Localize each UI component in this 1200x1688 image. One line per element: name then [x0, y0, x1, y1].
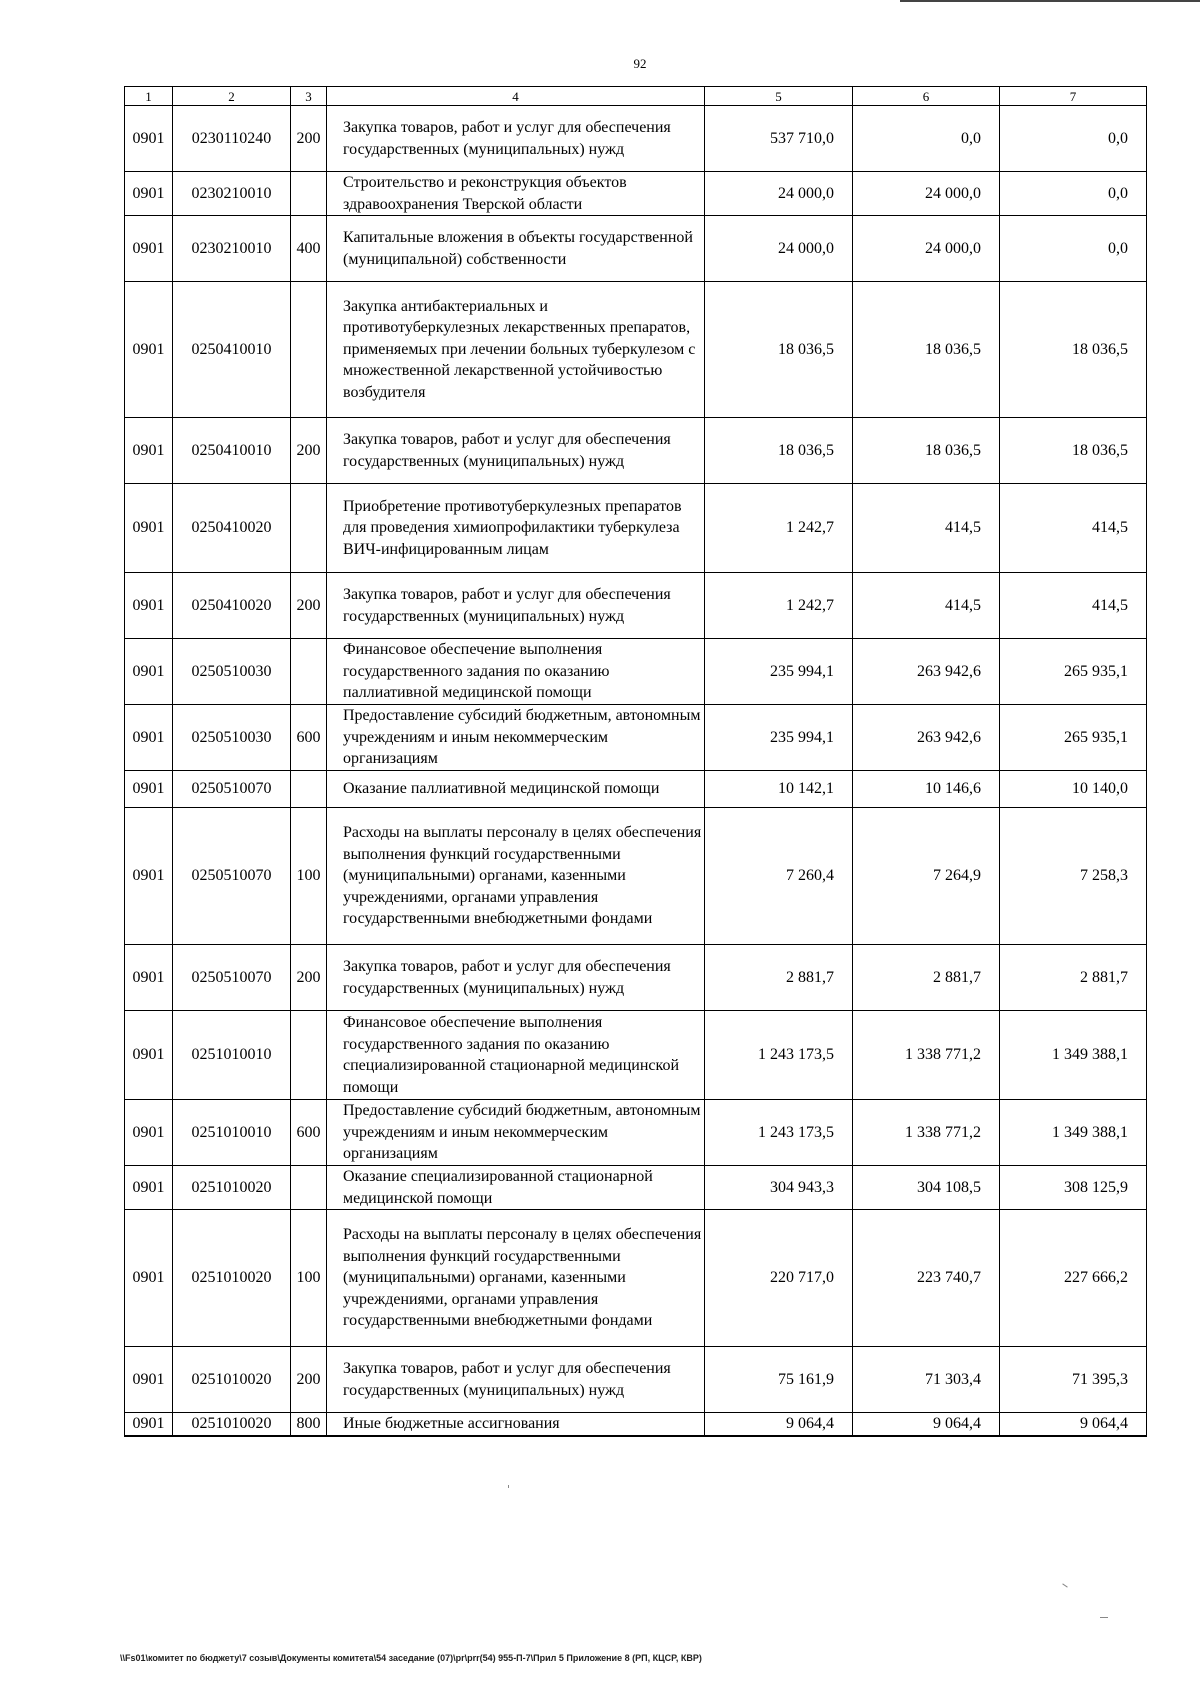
description-cell: Приобретение противотуберкулезных препаратов для проведения химиопрофилактики туберкулеза ВИЧ-инфицированным лицам	[327, 484, 705, 573]
amount-col-5-cell: 18 036,5	[705, 418, 853, 484]
expense-type-cell	[291, 1166, 327, 1210]
section-cell: 0901	[125, 282, 173, 418]
target-code-cell: 0250510030	[173, 639, 291, 705]
amount-col-6-cell: 71 303,4	[853, 1347, 1000, 1413]
amount-col-6-cell: 0,0	[853, 106, 1000, 172]
amount-col-7-cell: 308 125,9	[1000, 1166, 1147, 1210]
amount-col-5-cell: 235 994,1	[705, 705, 853, 771]
amount-col-6-cell: 10 146,6	[853, 771, 1000, 808]
table-row	[125, 1166, 1147, 1210]
description-cell: Расходы на выплаты персоналу в целях обеспечения выполнения функций государственными (муниципальными) органами, казенными учреждениями, органами управления государственными внебюджетными фондами	[327, 1210, 705, 1347]
expense-type-cell: 600	[291, 1100, 327, 1166]
section-cell: 0901	[125, 573, 173, 639]
expense-type-cell: 100	[291, 1210, 327, 1347]
amount-col-5-cell: 1 242,7	[705, 573, 853, 639]
amount-col-7-cell: 7 258,3	[1000, 808, 1147, 945]
amount-col-5-cell: 10 142,1	[705, 771, 853, 808]
target-code-cell: 0250510070	[173, 945, 291, 1011]
amount-col-7-cell: 0,0	[1000, 216, 1147, 282]
table-row	[125, 1413, 1147, 1436]
amount-col-5-cell: 220 717,0	[705, 1210, 853, 1347]
expense-type-cell: 400	[291, 216, 327, 282]
scan-top-rule	[900, 0, 1200, 2]
amount-col-7-cell: 9 064,4	[1000, 1413, 1147, 1436]
amount-col-5-cell: 7 260,4	[705, 808, 853, 945]
description-cell: Капитальные вложения в объекты государственной (муниципальной) собственности	[327, 216, 705, 282]
target-code-cell: 0250410010	[173, 418, 291, 484]
amount-col-6-cell: 414,5	[853, 484, 1000, 573]
header-row	[125, 87, 1147, 106]
expense-type-cell: 200	[291, 106, 327, 172]
section-cell: 0901	[125, 1011, 173, 1100]
amount-col-6-cell: 18 036,5	[853, 282, 1000, 418]
target-code-cell: 0230210010	[173, 172, 291, 216]
description-cell: Закупка товаров, работ и услуг для обеспечения государственных (муниципальных) нужд	[327, 573, 705, 639]
table-row	[125, 216, 1147, 282]
expense-type-cell	[291, 172, 327, 216]
amount-col-6-cell: 414,5	[853, 573, 1000, 639]
amount-col-6-cell: 7 264,9	[853, 808, 1000, 945]
amount-col-7-cell: 414,5	[1000, 484, 1147, 573]
amount-col-7-cell: 18 036,5	[1000, 418, 1147, 484]
expense-type-cell: 200	[291, 1347, 327, 1413]
description-cell: Закупка товаров, работ и услуг для обеспечения государственных (муниципальных) нужд	[327, 1347, 705, 1413]
expense-type-cell	[291, 771, 327, 808]
section-cell: 0901	[125, 639, 173, 705]
expense-type-cell	[291, 484, 327, 573]
expense-type-cell: 200	[291, 418, 327, 484]
description-cell: Расходы на выплаты персоналу в целях обеспечения выполнения функций государственными (муниципальными) органами, казенными учреждениями, органами управления государственными внебюджетными фондами	[327, 808, 705, 945]
table-row	[125, 573, 1147, 639]
header-col-1: 1	[125, 87, 173, 106]
amount-col-5-cell: 9 064,4	[705, 1413, 853, 1436]
amount-col-7-cell: 2 881,7	[1000, 945, 1147, 1011]
target-code-cell: 0251010020	[173, 1413, 291, 1436]
section-cell: 0901	[125, 808, 173, 945]
description-cell: Предоставление субсидий бюджетным, автономным учреждениям и иным некоммерческим организациям	[327, 705, 705, 771]
page-number: 92	[633, 56, 647, 71]
amount-col-6-cell: 24 000,0	[853, 216, 1000, 282]
table-row	[125, 1347, 1147, 1413]
description-cell: Закупка товаров, работ и услуг для обеспечения государственных (муниципальных) нужд	[327, 418, 705, 484]
target-code-cell: 0250510070	[173, 771, 291, 808]
amount-col-7-cell: 0,0	[1000, 172, 1147, 216]
table-row	[125, 808, 1147, 945]
description-cell: Финансовое обеспечение выполнения государственного задания по оказанию паллиативной медицинской помощи	[327, 639, 705, 705]
amount-col-6-cell: 18 036,5	[853, 418, 1000, 484]
table-row	[125, 106, 1147, 172]
expense-type-cell: 200	[291, 945, 327, 1011]
section-cell: 0901	[125, 1100, 173, 1166]
description-cell: Оказание паллиативной медицинской помощи	[327, 771, 705, 808]
expense-type-cell	[291, 282, 327, 418]
section-cell: 0901	[125, 106, 173, 172]
amount-col-6-cell: 263 942,6	[853, 705, 1000, 771]
scan-speck	[1100, 1617, 1108, 1618]
amount-col-7-cell: 414,5	[1000, 573, 1147, 639]
table-row	[125, 705, 1147, 771]
header-col-4: 4	[327, 87, 705, 106]
amount-col-6-cell: 223 740,7	[853, 1210, 1000, 1347]
target-code-cell: 0251010020	[173, 1166, 291, 1210]
description-cell: Закупка антибактериальных и противотуберкулезных лекарственных препаратов, применяемых при лечении больных туберкулезом с множественной лекарственной устойчивостью возбудителя	[327, 282, 705, 418]
section-cell: 0901	[125, 1413, 173, 1436]
target-code-cell: 0250410020	[173, 484, 291, 573]
target-code-cell: 0250510030	[173, 705, 291, 771]
section-cell: 0901	[125, 705, 173, 771]
expense-type-cell: 100	[291, 808, 327, 945]
amount-col-5-cell: 75 161,9	[705, 1347, 853, 1413]
amount-col-5-cell: 24 000,0	[705, 216, 853, 282]
amount-col-6-cell: 304 108,5	[853, 1166, 1000, 1210]
target-code-cell: 0230210010	[173, 216, 291, 282]
scan-speck	[508, 1485, 509, 1488]
description-cell: Предоставление субсидий бюджетным, автономным учреждениям и иным некоммерческим организациям	[327, 1100, 705, 1166]
amount-col-7-cell: 18 036,5	[1000, 282, 1147, 418]
footer-file-path: \\Fs01\комитет по бюджету\7 созыв\Документы комитета\54 заседание (07)\pr\prr(54) 955-П-7\Прил 5 Приложение 8 (РП, КЦСР, КВР)	[120, 1653, 702, 1663]
expense-type-cell	[291, 1011, 327, 1100]
amount-col-6-cell: 1 338 771,2	[853, 1011, 1000, 1100]
amount-col-6-cell: 1 338 771,2	[853, 1100, 1000, 1166]
table-row	[125, 418, 1147, 484]
amount-col-7-cell: 265 935,1	[1000, 705, 1147, 771]
amount-col-5-cell: 1 243 173,5	[705, 1011, 853, 1100]
budget-table	[124, 86, 1147, 1437]
description-cell: Иные бюджетные ассигнования	[327, 1413, 705, 1436]
section-cell: 0901	[125, 418, 173, 484]
amount-col-7-cell: 1 349 388,1	[1000, 1011, 1147, 1100]
expense-type-cell	[291, 639, 327, 705]
table-row	[125, 945, 1147, 1011]
table-row	[125, 282, 1147, 418]
amount-col-5-cell: 2 881,7	[705, 945, 853, 1011]
table-row	[125, 172, 1147, 216]
section-cell: 0901	[125, 172, 173, 216]
amount-col-5-cell: 1 242,7	[705, 484, 853, 573]
section-cell: 0901	[125, 945, 173, 1011]
table-row	[125, 771, 1147, 808]
target-code-cell: 0251010010	[173, 1011, 291, 1100]
amount-col-6-cell: 9 064,4	[853, 1413, 1000, 1436]
description-cell: Финансовое обеспечение выполнения государственного задания по оказанию специализированной стационарной медицинской помощи	[327, 1011, 705, 1100]
amount-col-6-cell: 24 000,0	[853, 172, 1000, 216]
target-code-cell: 0250410020	[173, 573, 291, 639]
target-code-cell: 0250410010	[173, 282, 291, 418]
table-row	[125, 1100, 1147, 1166]
table-row	[125, 639, 1147, 705]
amount-col-5-cell: 24 000,0	[705, 172, 853, 216]
description-cell: Закупка товаров, работ и услуг для обеспечения государственных (муниципальных) нужд	[327, 106, 705, 172]
section-cell: 0901	[125, 1210, 173, 1347]
amount-col-7-cell: 10 140,0	[1000, 771, 1147, 808]
target-code-cell: 0250510070	[173, 808, 291, 945]
section-cell: 0901	[125, 1347, 173, 1413]
header-col-6: 6	[853, 87, 1000, 106]
amount-col-5-cell: 304 943,3	[705, 1166, 853, 1210]
target-code-cell: 0251010020	[173, 1347, 291, 1413]
amount-col-5-cell: 18 036,5	[705, 282, 853, 418]
section-cell: 0901	[125, 216, 173, 282]
target-code-cell: 0251010020	[173, 1210, 291, 1347]
table-row	[125, 484, 1147, 573]
amount-col-7-cell: 71 395,3	[1000, 1347, 1147, 1413]
expense-type-cell: 800	[291, 1413, 327, 1436]
section-cell: 0901	[125, 1166, 173, 1210]
amount-col-6-cell: 263 942,6	[853, 639, 1000, 705]
amount-col-5-cell: 537 710,0	[705, 106, 853, 172]
description-cell: Строительство и реконструкция объектов здравоохранения Тверской области	[327, 172, 705, 216]
description-cell: Закупка товаров, работ и услуг для обеспечения государственных (муниципальных) нужд	[327, 945, 705, 1011]
section-cell: 0901	[125, 484, 173, 573]
amount-col-6-cell: 2 881,7	[853, 945, 1000, 1011]
table-row	[125, 1210, 1147, 1347]
scan-speck	[1062, 1583, 1067, 1587]
amount-col-5-cell: 1 243 173,5	[705, 1100, 853, 1166]
header-col-3: 3	[291, 87, 327, 106]
amount-col-7-cell: 227 666,2	[1000, 1210, 1147, 1347]
header-col-5: 5	[705, 87, 853, 106]
amount-col-5-cell: 235 994,1	[705, 639, 853, 705]
target-code-cell: 0251010010	[173, 1100, 291, 1166]
amount-col-7-cell: 265 935,1	[1000, 639, 1147, 705]
section-cell: 0901	[125, 771, 173, 808]
header-col-2: 2	[173, 87, 291, 106]
expense-type-cell: 200	[291, 573, 327, 639]
description-cell: Оказание специализированной стационарной медицинской помощи	[327, 1166, 705, 1210]
amount-col-7-cell: 1 349 388,1	[1000, 1100, 1147, 1166]
table-row	[125, 1011, 1147, 1100]
amount-col-7-cell: 0,0	[1000, 106, 1147, 172]
expense-type-cell: 600	[291, 705, 327, 771]
target-code-cell: 0230110240	[173, 106, 291, 172]
header-col-7: 7	[1000, 87, 1147, 106]
table-body	[125, 106, 1147, 1436]
